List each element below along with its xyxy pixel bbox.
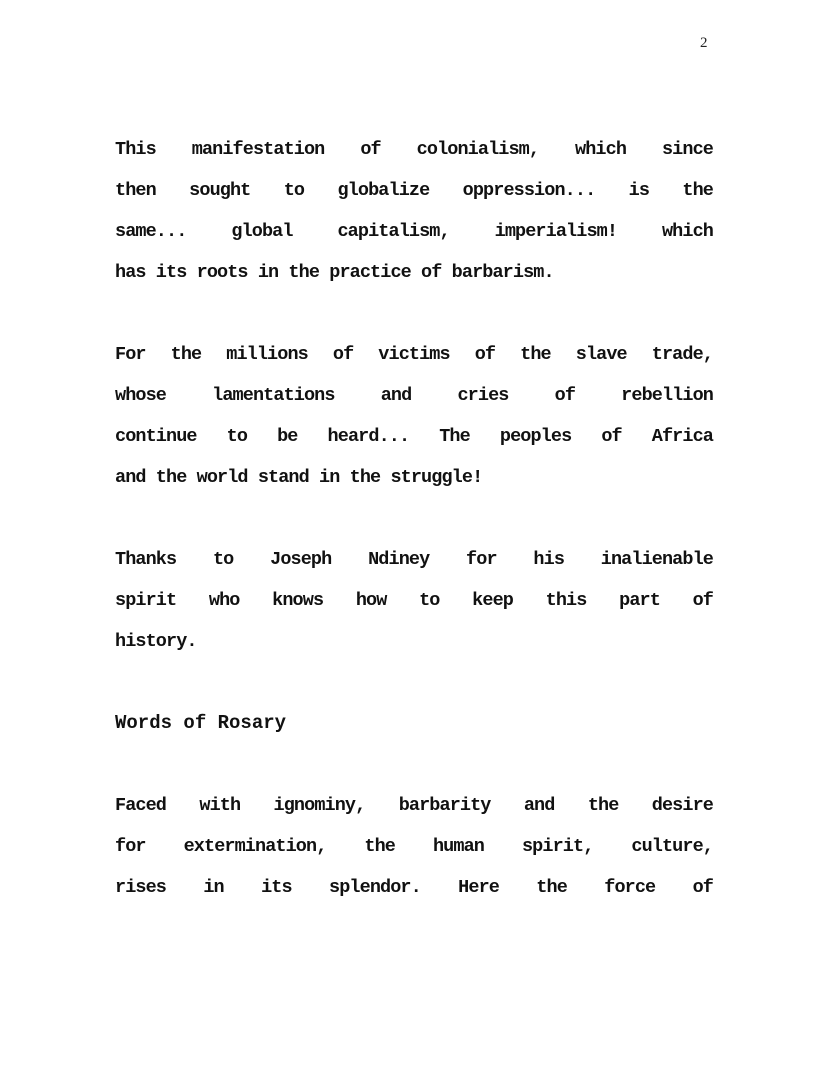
document-body bbox=[115, 129, 713, 949]
text-line: spirit who knows how to keep this part of bbox=[115, 590, 713, 611]
text-line: This manifestation of colonialism, which since bbox=[115, 139, 713, 160]
section-heading: Words of Rosary bbox=[115, 712, 287, 734]
paragraph-thanks bbox=[115, 539, 713, 662]
text-line: For the millions of victims of the slave trade, bbox=[115, 344, 713, 365]
text-line: whose lamentations and cries of rebellion bbox=[115, 385, 713, 406]
text-line: same... global capitalism, imperialism! which bbox=[115, 221, 713, 242]
paragraph-faced-with bbox=[115, 785, 713, 908]
paragraph-slave-trade bbox=[115, 334, 713, 498]
text-line: then sought to globalize oppression... is the bbox=[115, 180, 713, 201]
text-line: has its roots in the practice of barbarism. bbox=[115, 262, 554, 283]
page-number: 2 bbox=[700, 35, 708, 51]
text-line: for extermination, the human spirit, culture, bbox=[115, 836, 713, 857]
text-line: history. bbox=[115, 631, 197, 652]
text-line: Faced with ignominy, barbarity and the desire bbox=[115, 795, 713, 816]
text-line: and the world stand in the struggle! bbox=[115, 467, 483, 488]
text-line: continue to be heard... The peoples of Africa bbox=[115, 426, 713, 447]
text-line: Thanks to Joseph Ndiney for his inalienable bbox=[115, 549, 713, 570]
paragraph-colonialism bbox=[115, 129, 713, 293]
text-line: rises in its splendor. Here the force of bbox=[115, 877, 713, 898]
